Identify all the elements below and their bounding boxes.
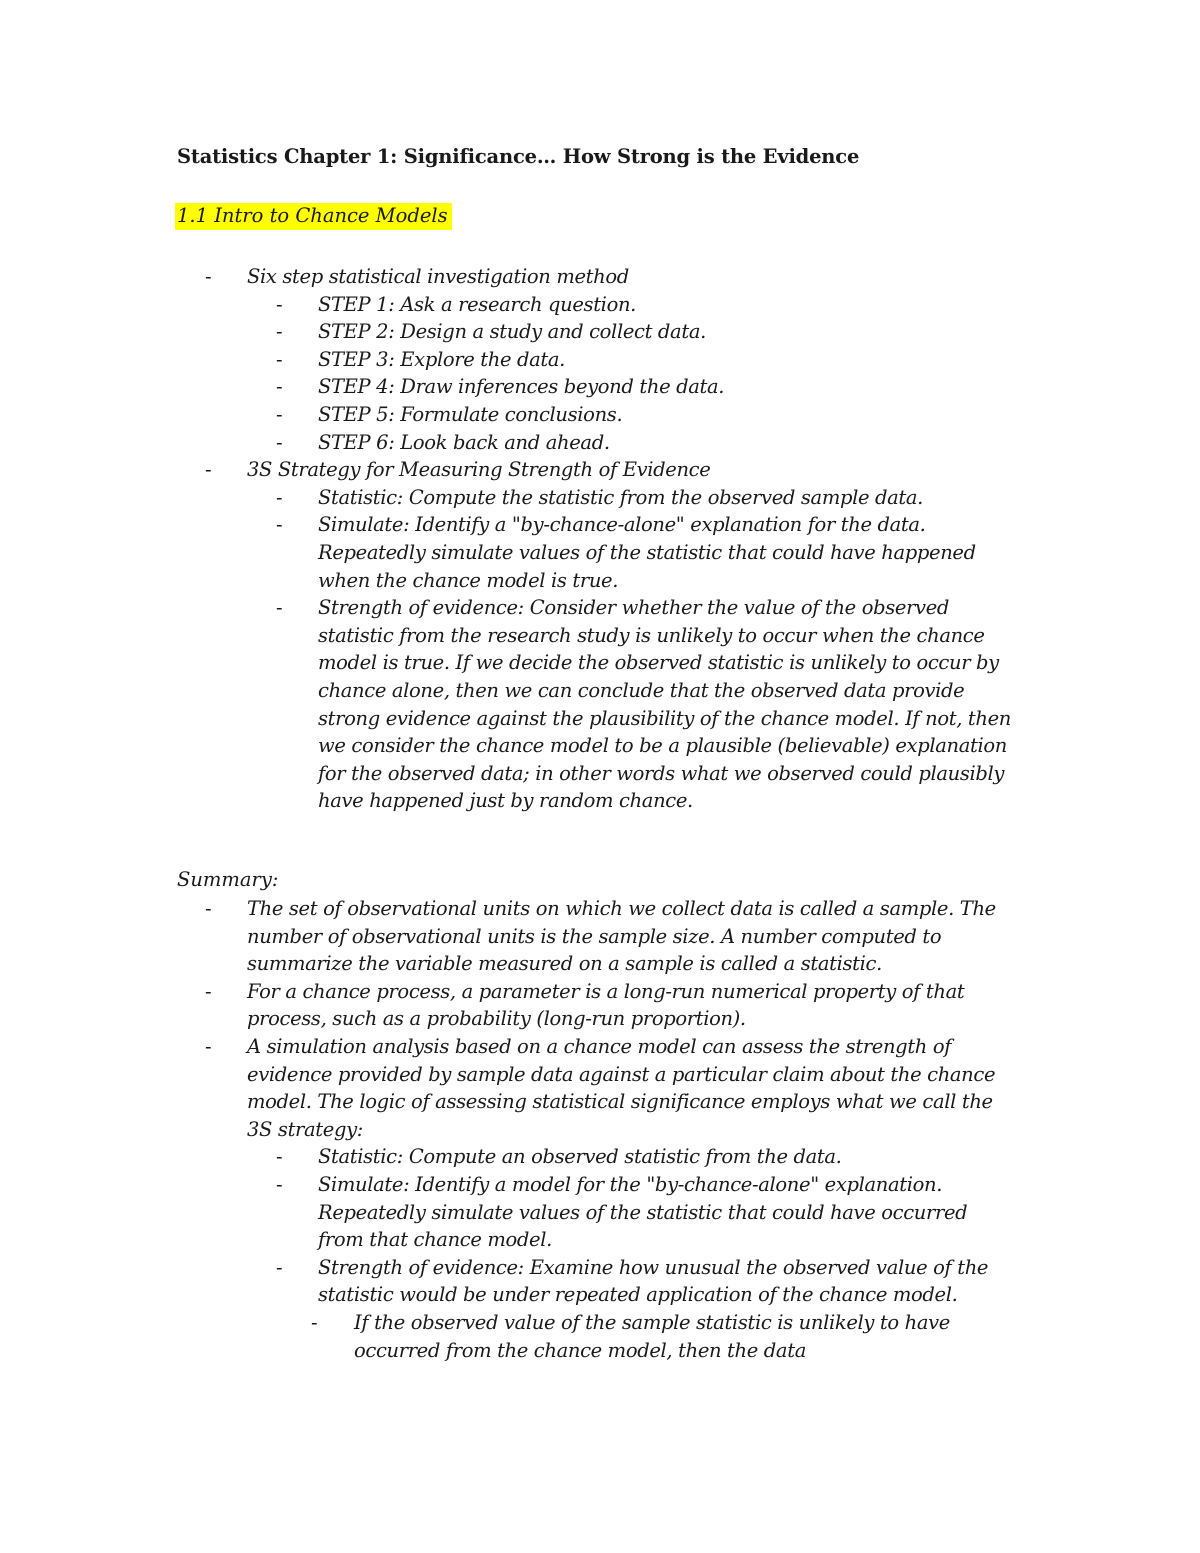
list-item	[191, 1033, 1051, 1364]
step-text: STEP 4: Draw inferences beyond the data.	[318, 375, 725, 399]
summary-sub-text: Strength of evidence: Examine how unusual the observed value of the statistic would be under repeated application of the chance model.	[318, 1255, 989, 1307]
summary-text: A simulation analysis based on a chance model can assess the strength of evidence provided by sample data against a particular claim about the chance model. The logic of assessing statistical significance employs what we call the 3S strategy:	[247, 1034, 996, 1141]
step-text: STEP 3: Explore the data.	[318, 347, 565, 371]
list-item	[247, 1254, 1051, 1364]
strategy-text: Statistic: Compute the statistic from the observed sample data.	[318, 485, 924, 509]
list-item	[191, 978, 1051, 1033]
bullet-dash: -	[205, 1034, 212, 1058]
list-item	[247, 594, 1051, 815]
bullet-dash: -	[276, 513, 283, 537]
list-item	[247, 511, 1051, 594]
bullet-dash: -	[205, 458, 212, 482]
list-item	[247, 484, 1051, 512]
intro-list	[191, 263, 1051, 815]
bullet-dash: -	[276, 485, 283, 509]
list-item	[191, 456, 1051, 815]
bullet-dash: -	[205, 265, 212, 288]
summary-sub-text: Statistic: Compute an observed statistic from the data.	[318, 1145, 842, 1169]
step-text: STEP 1: Ask a research question.	[318, 292, 637, 316]
bullet-dash: -	[276, 430, 283, 454]
bullet-dash: -	[276, 347, 283, 371]
bullet-dash: -	[276, 320, 283, 344]
summary-text: For a chance process, a parameter is a long-run numerical property of that process, such as a probability (long-run proportion).	[247, 979, 965, 1031]
step-text: STEP 2: Design a study and collect data.	[318, 320, 706, 344]
step-text: STEP 5: Formulate conclusions.	[318, 402, 623, 426]
bullet-dash: -	[205, 897, 212, 920]
section-heading: 1.1 Intro to Chance Models	[175, 203, 452, 230]
list-item	[247, 401, 1051, 429]
bullet-dash: -	[276, 596, 283, 620]
bullet-dash: -	[276, 1255, 283, 1279]
summary-sub-text: Simulate: Identify a model for the "by-chance-alone" explanation. Repeatedly simulate values of the statistic that could have occurred from that chance model.	[318, 1172, 968, 1252]
list-item	[247, 346, 1051, 374]
bullet-dash: -	[276, 402, 283, 426]
strategy-label: 3S Strategy for Measuring Strength of Evidence	[247, 458, 711, 482]
list-item	[191, 263, 1051, 456]
bullet-dash: -	[205, 979, 212, 1003]
list-item	[247, 373, 1051, 401]
strategy-text: Simulate: Identify a "by-chance-alone" explanation for the data. Repeatedly simulate values of the statistic that could have happened when the chance model is true.	[318, 513, 976, 592]
six-step-label: Six step statistical investigation method	[247, 265, 629, 288]
strategy-text: Strength of evidence: Consider whether the value of the observed statistic from the research study is unlikely to occur when the chance model is true. If we decide the observed statistic is unlikely to occur by chance alone, then we can conclude that the observed data provide strong evidence against the plausibility of the chance model. If not, then we consider the chance model to be a plausible (believable) explanation for the observed data; in other words what we observed could plausibly have happened just by random chance.	[318, 596, 1012, 813]
bullet-dash: -	[276, 375, 283, 399]
list-item	[247, 429, 1051, 457]
step-text: STEP 6: Look back and ahead.	[318, 430, 610, 454]
list-item	[247, 1171, 1051, 1254]
summary-list	[191, 895, 1051, 1364]
list-item	[311, 1309, 1051, 1364]
bullet-dash: -	[276, 1145, 283, 1169]
list-item	[247, 1143, 1051, 1171]
list-item	[247, 291, 1051, 319]
bullet-dash: -	[276, 292, 283, 316]
bullet-dash: -	[276, 1172, 283, 1196]
document-title: Statistics Chapter 1: Significance… How Strong is the Evidence	[177, 145, 860, 168]
summary-text: The set of observational units on which we collect data is called a sample. The number of observational units is the sample size. A number computed to summarize the variable measured on a sample is called a statistic.	[247, 897, 996, 976]
list-item	[191, 895, 1051, 978]
summary-label: Summary:	[177, 868, 279, 891]
bullet-dash: -	[311, 1310, 318, 1334]
list-item	[247, 318, 1051, 346]
summary-sub-sub-text: If the observed value of the sample statistic is unlikely to have occurred from the chance model, then the data	[354, 1310, 950, 1362]
